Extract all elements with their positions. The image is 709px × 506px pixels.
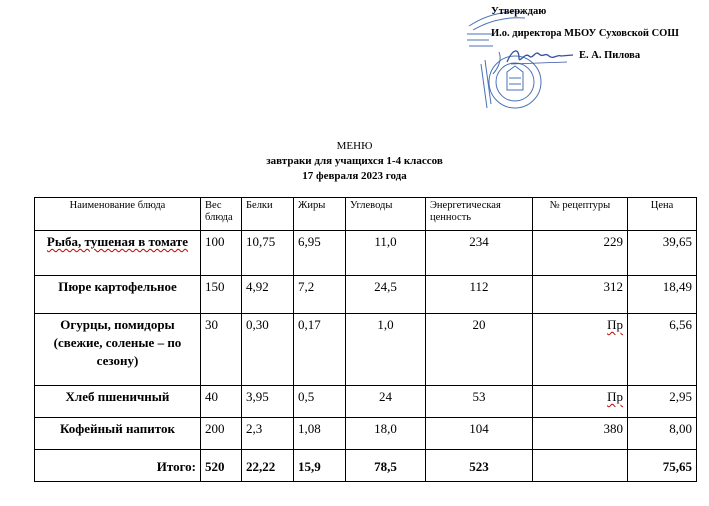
dish-name: Кофейный напиток [35, 418, 201, 450]
handwritten-signature [505, 44, 575, 68]
total-energy: 523 [426, 450, 533, 482]
page-title: МЕНЮ [336, 140, 373, 152]
col-header-name: Наименование блюда [35, 198, 201, 231]
dish-price: 18,49 [628, 276, 697, 314]
dish-recipe: Пр [533, 314, 628, 386]
total-weight: 520 [201, 450, 242, 482]
table-row [35, 231, 697, 276]
col-header-weight: Вес блюда [201, 198, 242, 231]
col-header-carbs: Углеводы [346, 198, 426, 231]
dish-carbs: 24,5 [346, 276, 426, 314]
dish-name: Пюре картофельное [35, 276, 201, 314]
total-protein: 22,22 [242, 450, 294, 482]
col-header-price: Цена [628, 198, 697, 231]
dish-protein: 2,3 [242, 418, 294, 450]
dish-carbs: 18,0 [346, 418, 426, 450]
dish-energy: 53 [426, 386, 533, 418]
total-fat: 15,9 [294, 450, 346, 482]
table-header-row [35, 198, 697, 231]
dish-carbs: 24 [346, 386, 426, 418]
dish-fat: 7,2 [294, 276, 346, 314]
dish-weight: 30 [201, 314, 242, 386]
dish-name: Огурцы, помидоры (свежие, соленые – по сезону) [35, 314, 201, 386]
dish-recipe: 312 [533, 276, 628, 314]
dish-protein: 10,75 [242, 231, 294, 276]
approval-block [0, 0, 709, 130]
table-row [35, 418, 697, 450]
dish-fat: 6,95 [294, 231, 346, 276]
dish-recipe: Пр [533, 386, 628, 418]
dish-fat: 1,08 [294, 418, 346, 450]
dish-protein: 4,92 [242, 276, 294, 314]
total-recipe-empty [533, 450, 628, 482]
col-header-protein: Белки [242, 198, 294, 231]
dish-fat: 0,5 [294, 386, 346, 418]
approver-position: И.о. директора МБОУ Суховской СОШ [491, 28, 679, 39]
approve-label: Утверждаю [491, 6, 547, 17]
col-header-fat: Жиры [294, 198, 346, 231]
page-subtitle: завтраки для учащихся 1-4 классов [266, 155, 443, 167]
dish-carbs: 1,0 [346, 314, 426, 386]
dish-fat: 0,17 [294, 314, 346, 386]
dish-name: Рыба, тушеная в томате [35, 231, 201, 276]
dish-price: 6,56 [628, 314, 697, 386]
table-row [35, 314, 697, 386]
dish-recipe: 229 [533, 231, 628, 276]
dish-weight: 40 [201, 386, 242, 418]
menu-date: 17 февраля 2023 года [302, 170, 407, 182]
table-row [35, 276, 697, 314]
col-header-recipe: № рецептуры [533, 198, 628, 231]
total-row [35, 450, 697, 482]
dish-recipe: 380 [533, 418, 628, 450]
dish-protein: 0,30 [242, 314, 294, 386]
col-header-energy: Энергетическая ценность [426, 198, 533, 231]
dish-energy: 112 [426, 276, 533, 314]
dish-weight: 150 [201, 276, 242, 314]
menu-table [34, 197, 697, 482]
dish-energy: 104 [426, 418, 533, 450]
total-label: Итого: [35, 450, 201, 482]
dish-price: 8,00 [628, 418, 697, 450]
dish-energy: 20 [426, 314, 533, 386]
dish-price: 2,95 [628, 386, 697, 418]
dish-weight: 100 [201, 231, 242, 276]
dish-protein: 3,95 [242, 386, 294, 418]
dish-name: Хлеб пшеничный [35, 386, 201, 418]
approver-name: Е. А. Пилова [579, 50, 641, 61]
dish-price: 39,65 [628, 231, 697, 276]
dish-carbs: 11,0 [346, 231, 426, 276]
total-price: 75,65 [628, 450, 697, 482]
total-carbs: 78,5 [346, 450, 426, 482]
dish-energy: 234 [426, 231, 533, 276]
table-row [35, 386, 697, 418]
dish-weight: 200 [201, 418, 242, 450]
